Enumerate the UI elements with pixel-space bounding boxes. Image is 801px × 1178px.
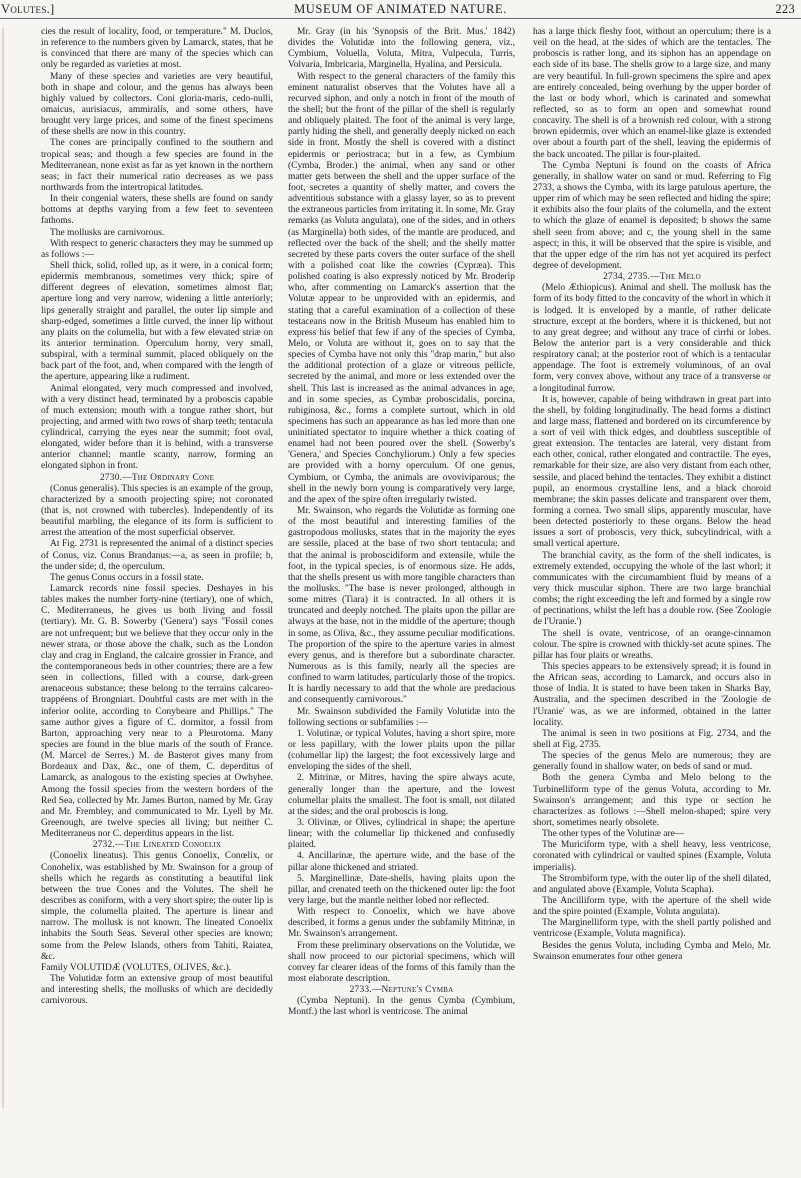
paragraph: The animal is seen in two positions at Fig. 2734, and the shell at Fig. 2735. bbox=[533, 728, 771, 750]
paragraph: The Strombiform type, with the outer lip of the shell dilated, and angulated above (Example, Voluta Scapha). bbox=[533, 873, 771, 895]
paragraph: The shell is ovate, ventricose, of an orange-cinnamon colour. The spire is crowned with thickly-set acute spines. The pillar has four plaits or wreaths. bbox=[533, 628, 771, 661]
paragraph: (Cymba Neptuni). In the genus Cymba (Cymbium, Montf.) the last whorl is ventricose. The animal bbox=[288, 996, 515, 1018]
section-title: Volutes.] bbox=[1, 2, 55, 16]
paragraph: Mr. Swainson, who regards the Volutidæ as forming one of the most beautiful and interesting families of the gastropodous mollusks, states that in the majority the eyes are sessile, placed at the base of two short tentacula; and that the animal is proboscidiform and extensile, while the foot, in the typical species, is of enormous size. He adds, that the shells present us with more tangible characters than the mollusks. "The base is never prolonged, although in some mitres (Tiara) it is contracted. In all others it is truncated and deeply notched. The plaits upon the pillar are always at the base, not in the middle of the aperture; though in some, as Oliva, &c., they assume peculiar modifications. The proportion of the spire to the aperture varies in almost every genus, and is therefore but a subordinate character. Numerous as is this family, nearly all the species are confined to warm latitudes, particularly those of the tropics. It is hardly necessary to add that the whole are predacious and consequently carnivorous." bbox=[288, 506, 515, 706]
section-heading: 2732.—The Lineated Conoelix bbox=[92, 840, 222, 851]
paragraph: The Marginelliform type, with the shell partly polished and ventricose (Example, Voluta magnifica). bbox=[533, 918, 771, 940]
paragraph: Besides the genus Voluta, including Cymba and Melo, Mr. Swainson enumerates four other genera bbox=[533, 940, 771, 962]
paragraph: Family VOLUTIDÆ (VOLUTES, OLIVES, &c.). bbox=[41, 962, 232, 973]
paragraph: Both the genera Cymba and Melo belong to the Turbinelliform type of the genus Voluta, according to Mr. Swainson's arrangement; and this type or section he characterizes as follows :—Shell melon-shaped; spire very short, sometimes nearly obsolete. bbox=[533, 773, 771, 828]
paragraph: 1. Volutinæ, or typical Volutes, having a short spire, more or less papillary, with the lower plaits upon the pillar (columellar lip) the largest; the foot excessively large and enveloping the sides of the shell. bbox=[288, 728, 515, 773]
section-heading: 2730.—The Ordinary Cone bbox=[99, 472, 215, 483]
text-column-left bbox=[41, 27, 273, 1172]
text-column-middle bbox=[288, 27, 515, 1172]
paragraph: The mollusks are carnivorous. bbox=[50, 227, 165, 238]
paragraph: The Muriciform type, with a shell heavy, less ventricose, coronated with cylindrical or vaulted spines (Example, Voluta imperialis). bbox=[533, 840, 771, 873]
paragraph: With respect to Conoelix, which we have above described, it forms a genus under the subfamily Mitrinæ, in Mr. Swainson's arrangement. bbox=[288, 907, 515, 940]
paragraph: has a large thick fleshy foot, without an operculum; there is a veil on the head, at the sides of which are the tentacles. The proboscis is rather long, and its siphon has an appendage on each side of its base. The shells grow to a large size, and many are very beautiful. In full-grown specimens the spire and apex are entirely concealed, being overhung by the upper border of the last or body whorl, which is carinated and somewhat reflected, so as to form an open and somewhat round concavity. The shell is of a brownish red colour, with a strong brown epidermis, over which an enamel-like glaze is extended over about a fourth part of the shell, leaving the epidermis of the back uncoated. The pillar is four-plaited. bbox=[533, 27, 771, 160]
paragraph: It is, however, capable of being withdrawn in great part into the shell, by folding longitudinally. The head forms a distinct and large mass, flattened and bordered on its circumference by a sort of veil with thick edges, and doubtless susceptible of great extension. The tentacles are lateral, very distant from each other, conical, rather elongated and contractile. The eyes, remarkable for their size, are also very distant from each other, sessile, and placed behind the tentacles. They exhibit a distinct pupil, an enormous crystalline lens, and a black choroid membrane; the skin passes delicate and transparent over them, forming a cornea. Two small slips, apparently muscular, have been detected posteriorly to these organs. Below the head issues a sort of proboscis, very thick, subcylindrical, with a small vertical aperture. bbox=[533, 394, 771, 550]
paragraph: 3. Olivinæ, or Olives, cylindrical in shape; the aperture linear; with the columellar lip thickened and confusedly plaited. bbox=[288, 817, 515, 851]
paragraph: With respect to generic characters they may be summed up as follows :— bbox=[41, 238, 273, 260]
page-number: 223 bbox=[775, 2, 795, 16]
paragraph: (Conus generalis). This species is an example of the group, characterized by a smooth projecting spire; not coronated (that is, not crowned with tubercles). Independently of its beautiful marbling, the elegance of its form is sufficient to arrest the attention of the most superficial observer. bbox=[41, 483, 273, 539]
paragraph: 5. Marginellinæ, Date-shells, having plaits upon the pillar, and crenated teeth on the thickened outer lip: the foot very large, but the mantle neither lobed nor reflected. bbox=[288, 873, 515, 906]
paragraph: The branchial cavity, as the form of the shell indicates, is extremely extended, occupying the whole of the last whorl; it communicates with the circumambient fluid by means of a very thick muscular siphon. There are two large branchial combs; the right exceeding the left and formed by a single row of pectinations, whilst the left has a double row. (See 'Zoologie de l'Uranie.') bbox=[533, 550, 771, 628]
section-heading: 2733.—Neptune's Cymba bbox=[349, 985, 454, 996]
paragraph: 2. Mitrinæ, or Mitres, having the spire always acute, generally longer than the aperture, and the lowest columellar plaits the smallest. The foot is small, not dilated at the sides; and the oral proboscis is long. bbox=[288, 773, 515, 817]
text-column-right bbox=[533, 27, 771, 1172]
paragraph: With respect to the general characters of the family this eminent naturalist observes that the Volutes have all a recurved siphon, and only a notch in front of the mouth of the shell; but the front of the pillar of the shell is regularly and obliquely plaited. The foot of the animal is very large, partly hiding the shell, and generally deeply nicked on each side in front. Mostly the shell is covered with a distinct epidermis or periostraca; but in a few, as Cymbium (Cymba, Broder.) the animal, when any sand or other matter gets between the shell and the upper surface of the foot, secretes a quantity of shelly matter, and covers the adventitious substance with a glassy layer, so as to prevent the extraneous particles from irritating it. In some, Mr. Gray remarks (as Voluta angulata), one of the sides, and in others (as Marginella) both sides, of the mantle are produced, and reflected over the back of the shell; and the shelly matter secreted by these parts covers the outer surface of the shell with a polished coat like the cowries (Cypræa). This polished coating is also expressly noticed by Mr. Broderip who, after commenting on Lamarck's assertion that the Volutæ appear to be unprovided with an epidermis, and stating that a careful examination of a collection of these testaceans now in the British Museum has enabled him to express his belief that few if any of the species of Cymba, Melo, or Voluta are without it, goes on to say that the species of Cymba have not only this "drap marin," but also the additional protection of a glaze or vitreous pellicle, secreted by the animal, and more or less extended over the shell. This last is increased as the animal advances in age, and in some species, as Cymbæ proboscidalis, porcina, rubiginosa, &c., forms a complete surtout, which in old specimens has such an appearance as has led more than one uninitiated spectator to inquire whether a thick coating of enamel had not been poured over the shell. (Sowerby's 'Genera,' and Species Conchyliorum.) Only a few species are provided with a horny operculum. Of one genus, Cymbium, or Cymba, the animals are ovoviviparous; the shell in the newly born young is comparatively very large, and the apex of the spire often irregularly twisted. bbox=[288, 71, 515, 505]
paragraph: Shell thick, solid, rolled up, as it were, in a conical form; epidermis membranous, sometimes very thick; spire of different degrees of elevation, sometimes almost flat; aperture long and very narrow, widening a little anteriorly; lips generally straight and parallel, the outer lip simple and sharp-edged, sometimes a little curved, the inner lip without any plaits on the columella, but with a few elevated striæ on its anterior termination. Operculum horny, very small, subspiral, with a terminal summit, placed obliquely on the back part of the foot, and, when compared with the length of the aperture, appearing like a rudiment. bbox=[41, 260, 273, 383]
paragraph: The Volutidæ form an extensive group of most beautiful and interesting shells, the mollusks of which are decidedly carnivorous. bbox=[41, 973, 273, 1007]
paragraph: Mr. Gray (in his 'Synopsis of the Brit. Mus.' 1842) divides the Volutidæ into the following genera, viz., Cymbium, Voluella, Voluta, Mitra, Vulpecula, Turris, Volvaria, Imbricaria, Marginella, Hyalina, and Persicula. bbox=[288, 27, 515, 71]
paragraph: Mr. Swainson subdivided the Family Volutidæ into the following sections or subfamilies :— bbox=[288, 706, 515, 728]
paragraph: The other types of the Volutinæ are— bbox=[542, 829, 685, 840]
paragraph: (Melo Æthiopicus). Animal and shell. The mollusk has the form of its body fitted to the concavity of the whorl in which it is lodged. It is enveloped by a mantle, of rather delicate structure, except at the borders, where it is thickened, but not to any great degree; and without any trace of cirrhi or lobes. Below the anterior part is a very considerable and thick respiratory canal; at the posterior root of which is a tentacular appendage. The foot is extremely voluminous, of an oval form, very convex above, without any trace of a transverse or a longitudinal furrow. bbox=[533, 283, 771, 394]
page-title: MUSEUM OF ANIMATED NATURE. bbox=[294, 2, 507, 16]
section-heading: 2734, 2735.—The Melo bbox=[603, 272, 701, 283]
paragraph: Lamarck records nine fossil species. Deshayes in his tables makes the number forty-nine (tertiary), one of which, C. Mediterraneus, he gives us both living and fossil (tertiary). Mr. G. B. Sowerby ('Genera') says "Fossil cones are not unfrequent; but we believe that they occur only in the newer strata, or those above the chalk, such as the London clay and crag in England, the calcaire grossier in France, and the contemporaneous beds in other countries; there are a few seen in collections, filled with a course, dark-green arenaceous substance; these belong to the terrains calcareo-trappéens of Brongniart. Doubtful casts are met with in the inferior oolite, according to Conybeare and Phillips." The same author gives a figure of C. dormitor, a fossil from Barton, approaching very near to a Pleurotoma. Many species are found in the blue marls of the south of France. (M. Marcel de Serres.) M. de Basterot gives many from Bordeaux and Dax, &c., one of them, C. deperditus of Lamarck, as analogous to the existing species at Owhyhee. Among the fossil species from the western borders of the Red Sea, collected by Mr. James Burton, named by Mr. Gray and Mr. Frembley, and communicated to Mr. Lyell by Mr. Greenough, are twelve species all living; but neither C. Mediterraneus nor C. deperditus appears in the list. bbox=[41, 584, 273, 840]
paragraph: The cones are principally confined to the southern and tropical seas; and though a few species are found in the Mediterranean, none exist as far as yet known in the northern seas; in fact their numerical ratio decreases as we pass northwards from the intertropical latitudes. bbox=[41, 138, 273, 193]
paragraph: At Fig. 2731 is represented the animal of a distinct species of Conus, viz. Conus Brandanus:—a, as seen in profile; b, the under side; d, the operculum. bbox=[41, 539, 273, 572]
paragraph: cies the result of locality, food, or temperature." M. Duclos, in reference to the numbers given by Lamarck, states, that he is convinced that there are many of the species which can only be regarded as varieties at most. bbox=[41, 27, 273, 71]
paragraph: The genus Conus occurs in a fossil state. bbox=[50, 572, 204, 583]
paragraph: 4. Ancillarinæ, the aperture wide, and the base of the pillar alone thickened and striated. bbox=[288, 851, 515, 873]
paragraph: The Cymba Neptuni is found on the coasts of Africa generally, in shallow water on sand or mud. Referring to Fig 2733, a shows the Cymba, with its large patulous aperture, the upper rim of which may be seen reflected and hiding the spire; it exhibits also the four plaits of the columella, and the extent to which the glaze of enamel is deposited; b shows the same shell seen from above; and c, the young shell in the same aspect; in this, it will be observed that the spire is visible, and that the upper edge of the rim has not yet acquired its perfect degree of development. bbox=[533, 160, 771, 271]
page-edge-shadow bbox=[2, 28, 4, 1108]
paragraph: The species of the genus Melo are numerous; they are generally found in shallow water, on beds of sand or mud. bbox=[533, 751, 771, 773]
paragraph: (Conoelix lineatus). This genus Conoelix, Conœlix, or Conohelix, was established by Mr. Swainson for a group of shells which he regards as constituting a beautiful link between the true Cones and the Volutes. The shell he describes as coniform, with a very short spire; the outer lip is simple, the columella plaited. The aperture is linear and narrow. The mollusk is not known. The lineated Conoelix inhabits the South Seas. Several other species are known; some from the Pelew Islands, others from Tahiti, Raiatea, &c. bbox=[41, 851, 273, 962]
paragraph: From these preliminary observations on the Volutidæ, we shall now proceed to our pictorial specimens, which will convey far clearer ideas of the forms of this family than the most elaborate description. bbox=[288, 940, 515, 984]
paragraph: This species appears to be extensively spread; it is found in the African seas, according to Lamarck, and occurs also in those of India. It is stated to have been taken in Sharks Bay, Australia, and the specimen described in the 'Zoologie de l'Uranie' was, as we are informed, obtained in the latter locality. bbox=[533, 662, 771, 728]
paragraph: Animal elongated, very much compressed and involved, with a very distinct head, terminated by a proboscis capable of much extension; mouth with a tongue rather short, but projecting, and armed with two rows of sharp teeth; tentacula cylindrical, carrying the eyes near the summit; foot oval, elongated, wider before than it is behind, with a transverse anterior channel; mantle scanty, narrow, forming an elongated siphon in front. bbox=[41, 383, 273, 472]
paragraph: In their congenial waters, these shells are found on sandy bottoms at depths varying from a few feet to seventeen fathoms. bbox=[41, 194, 273, 227]
paragraph: The Ancilliform type, with the aperture of the shell wide and the spire pointed (Example, Voluta angulata). bbox=[533, 895, 771, 918]
header-rule bbox=[0, 18, 801, 19]
paragraph: Many of these species and varieties are very beautiful, both in shape and colour, and the genus has always been highly valued by collectors. Coni gloria-maris, cedo-nulli, omaicus, aurisiacus, ammiralis, and some others, have brought very large prices, and some of the finest specimens of these shells are now in this country. bbox=[41, 71, 273, 138]
